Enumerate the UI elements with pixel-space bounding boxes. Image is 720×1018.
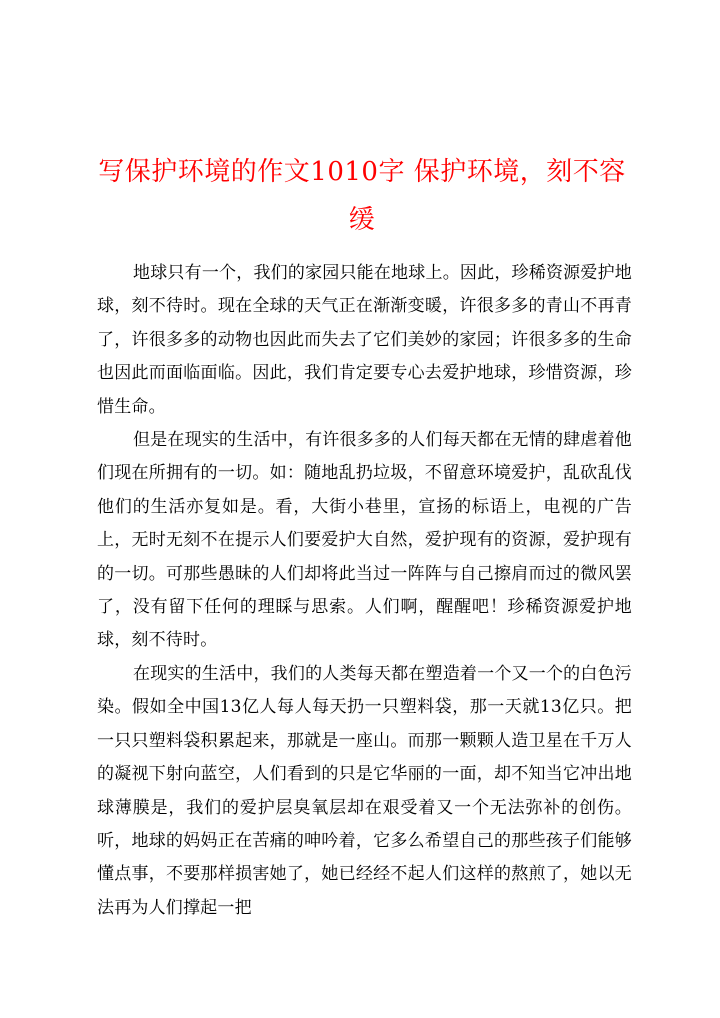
document-title: 写保护环境的作文1010字 保护环境，刻不容缓 xyxy=(98,157,626,235)
paragraph-2: 但是在现实的生活中，有许很多多的人们每天都在无情的肆虐着他们现在所拥有的一切。如：随地乱扔垃圾，不留意环境爱护，乱砍乱伐他们的生活亦复如是。看，大街小巷里，宣扬的标语上，电视的广告上，无时无刻不在提示人们要爱护大自然，爱护现有的资源，爱护现有的一切。可那些愚昧的人们却将此当过一阵阵与自己擦肩而过的微风罢了，没有留下任何的理睬与思索。人们啊，醒醒吧！珍稀资源爱护地球，刻不待时。 xyxy=(97,430,632,651)
paragraph-1: 地球只有一个，我们的家园只能在地球上。因此，珍稀资源爱护地球，刻不待时。现在全球的天气正在渐渐变暖，许很多多的青山不再青了，许很多多的动物也因此而失去了它们美妙的家园；许很多多的生命也因此而面临面临。因此，我们肯定要专心去爱护地球，珍惜资源，珍惜生命。 xyxy=(97,263,632,417)
paragraph-3: 在现实的生活中，我们的人类每天都在塑造着一个又一个的白色污染。假如全中国13亿人每人每天扔一只塑料袋，那一天就13亿只。把一只只塑料袋积累起来，那就是一座山。而那一颗颗人造卫星在千万人的凝视下射向蓝空，人们看到的只是它华丽的一面，却不知当它冲出地球薄膜是，我们的爱护层臭氧层却在艰受着又一个无法弥补的创伤。听，地球的妈妈正在苦痛的呻吟着，它多么希望自己的那些孩子们能够懂点事，不要那样损害她了，她已经经不起人们这样的熬煎了，她以无法再为人们撑起一把 xyxy=(97,663,632,918)
document-body xyxy=(97,257,632,925)
